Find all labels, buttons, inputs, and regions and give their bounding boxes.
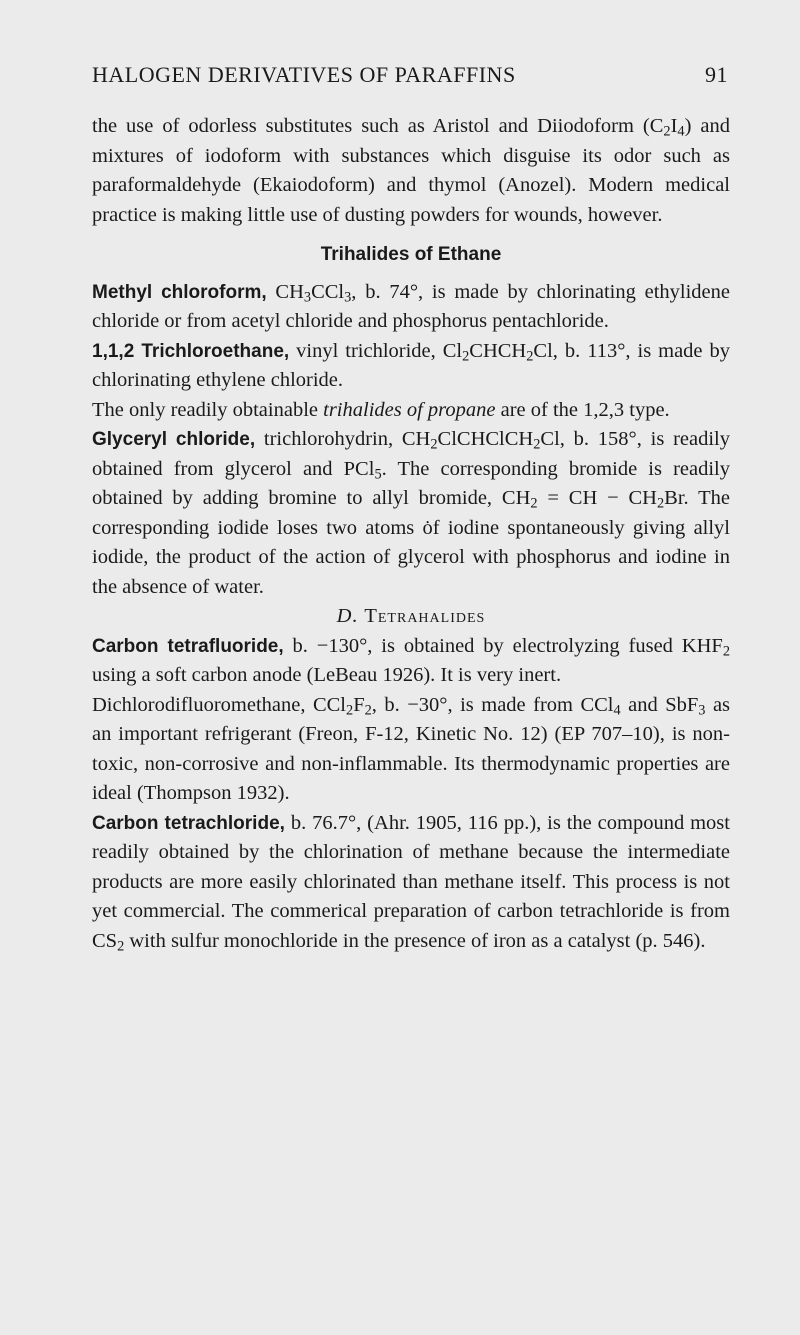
- paragraph-carbon-tetrafluoride: Carbon tetrafluoride, b. −130°, is obtained by electrolyzing fused $KHF_2$ using a soft carbon anode (LeBeau 1926). It is very inert.: [92, 634, 730, 686]
- section-heading-tetrahalides: [92, 602, 730, 632]
- term-carbon-tetrachloride: Carbon tetrachloride,: [92, 812, 285, 834]
- term-carbon-tetrafluoride: Carbon tetrafluoride,: [92, 635, 284, 657]
- term-trichloroethane: 1,1,2 Trichloroethane,: [92, 340, 290, 362]
- paragraph-trichloroethane: 1,1,2 Trichloroethane, vinyl trichloride, $Cl_2CHCH_2Cl$, b. 113°, is made by chlorinating ethylene chloride.: [92, 339, 730, 391]
- body-text: [92, 112, 730, 956]
- paragraph-carbon-tetrachloride: Carbon tetrachloride, b. 76.7°, (Ahr. 1905, 116 pp.), is the compound most readily obtained by the chlorination of methane because the intermediate products are more easily chlorinated than methane itself. This process is not yet commercial. The commerical preparation of carbon tetrachloride is from $CS_2$ with sulfur monochloride in the presence of iron as a catalyst (p. 546).: [92, 811, 730, 955]
- paragraph-methyl-chloroform: Methyl chloroform, $CH_3CCl_3$, b. 74°, is made by chlorinating ethylidene chloride or from acetyl chloride and phosphorus pentachloride.: [92, 280, 730, 332]
- page-number: 91: [705, 62, 728, 87]
- running-title: HALOGEN DERIVATIVES OF PARAFFINS: [92, 62, 516, 87]
- emphasis-trihalides-of-propane: trihalides of propane: [323, 398, 496, 421]
- paragraph-propane-trihalides: The only readily obtainable trihalides of propane are of the 1,2,3 type.: [92, 398, 670, 421]
- paragraph-iodoform-substitutes: the use of odorless substitutes such as Aristol and Diiodoform $(C_2I_4)$ and mixtures of iodoform with substances which disguise its odor such as paraformaldehyde (Ekaiodoform) and thymol (Anozel). Modern medical practice is making little use of dusting powders for wounds, however.: [92, 115, 730, 226]
- paragraph-dichlorodifluoromethane: Dichlorodifluoromethane, $CCl_2F_2$, b. −30°, is made from CCl$_4$ and SbF$_3$ as an important refrigerant (Freon, F-12, Kinetic No. 12) (EP 707–10), is non-toxic, non-corrosive and non-inflammable. Its thermodynamic properties are ideal (Thompson 1932).: [92, 693, 731, 804]
- section-title: Tetrahalides: [364, 605, 486, 627]
- term-methyl-chloroform: Methyl chloroform,: [92, 281, 267, 303]
- term-glyceryl-chloride: Glyceryl chloride,: [92, 429, 256, 450]
- section-heading-trihalides: Trihalides of Ethane: [320, 244, 502, 265]
- section-letter: D.: [336, 605, 359, 627]
- paragraph-glyceryl-chloride: Glyceryl chloride, trichlorohydrin, $CH_2ClCHClCH_2Cl$, b. 158°, is readily obtained from glycerol and PCl$_5$. The corresponding bromide is readily obtained by adding bromine to allyl bromide, $CH_2$ = CH − $CH_2Br$. The corresponding iodide loses two atoms ȯf iodine spontaneously giving allyl iodide, the product of the action of glycerol with phosphorus and iodine in the absence of water.: [92, 428, 730, 598]
